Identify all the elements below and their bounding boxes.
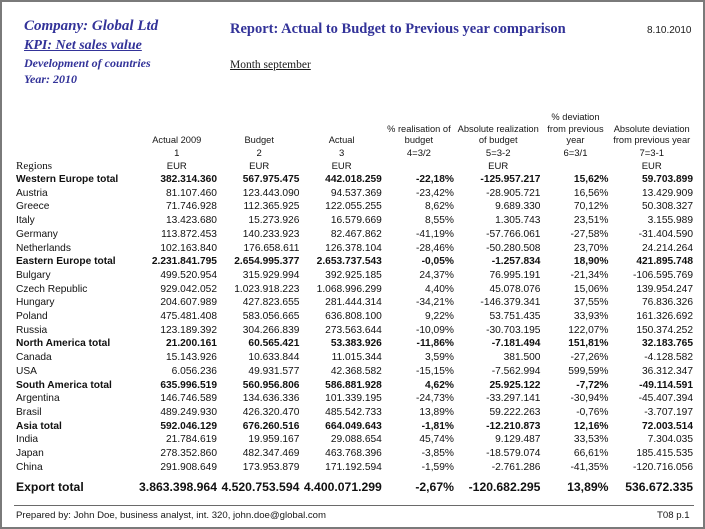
row-value-cell: 427.823.655: [242, 297, 300, 309]
table-row: [14, 200, 694, 214]
row-value-cell: -1,81%: [421, 420, 454, 432]
report-canvas: [2, 2, 703, 527]
row-value-cell: 101.339.195: [325, 393, 382, 405]
row-value-cell: 72.003.514: [642, 420, 693, 432]
table-row: [14, 379, 694, 393]
row-value-cell: 150.374.252: [636, 324, 693, 336]
row-value-cell: 45,74%: [419, 434, 454, 446]
row-value-cell: 4.520.753.594: [221, 480, 300, 495]
row-value-cell: -41,19%: [415, 228, 454, 240]
row-value-cell: -4.128.582: [644, 352, 693, 364]
header-cell-regions: Regions: [16, 160, 53, 172]
row-value-cell: -120.716.056: [632, 461, 693, 473]
row-value-cell: 126.378.104: [325, 242, 382, 254]
table-row: [14, 351, 694, 365]
row-value-cell: 592.046.129: [160, 420, 217, 432]
row-region-label: China: [16, 461, 43, 473]
row-value-cell: -23,42%: [415, 187, 454, 199]
row-value-cell: 123.443.090: [242, 187, 300, 199]
row-value-cell: 8,55%: [425, 215, 454, 227]
row-value-cell: 10.633.844: [248, 352, 300, 364]
row-value-cell: 463.768.396: [325, 448, 382, 460]
header-cell-title-4: Absolute realization of budget: [457, 123, 539, 146]
row-value-cell: 9,22%: [425, 311, 454, 323]
row-value-cell: 13,89%: [567, 480, 609, 495]
table-row: [14, 337, 694, 351]
table-row: [14, 420, 694, 434]
header-cell-unit-3: [383, 160, 455, 173]
header-cell-unit-5: [541, 160, 609, 173]
row-value-cell: 76.836.326: [642, 297, 693, 309]
row-value-cell: 315.929.994: [242, 269, 300, 281]
row-value-cell: -0,76%: [576, 406, 609, 418]
row-region-label: Bulgary: [16, 269, 51, 281]
row-value-cell: 281.444.314: [325, 297, 382, 309]
header-row-titles: [14, 98, 694, 147]
row-value-cell: -50.280.508: [486, 242, 541, 254]
row-value-cell: 382.314.360: [160, 174, 217, 185]
row-value-cell: 33,53%: [573, 434, 609, 446]
row-value-cell: 176.658.611: [243, 242, 300, 254]
company-name: Company: Global Ltd: [24, 18, 159, 34]
row-value-cell: 134.636.336: [242, 393, 300, 405]
row-value-cell: 278.352.860: [160, 448, 217, 460]
header-cell-unit-6: EUR: [641, 161, 662, 172]
header-cell-num-5: 6=3/1: [563, 148, 588, 159]
header-cell-title-3: % realisation of budget: [387, 123, 451, 146]
header-cell-unit-2: EUR: [331, 161, 352, 172]
row-value-cell: 7.304.035: [647, 434, 693, 446]
row-value-cell: 421.895.748: [636, 256, 693, 268]
row-value-cell: 475.481.408: [160, 311, 217, 323]
header-cell-blank-2: [14, 147, 136, 160]
row-value-cell: 146.746.589: [160, 393, 217, 405]
row-value-cell: 4.400.071.299: [303, 480, 382, 495]
row-value-cell: 392.925.185: [325, 269, 382, 281]
row-region-label: Export total: [16, 480, 84, 495]
row-region-label: Canada: [16, 352, 52, 364]
header-cell-title-5: % deviation from previous year: [547, 112, 604, 146]
table-row: [14, 228, 694, 242]
header-row-units: [14, 160, 694, 173]
row-value-cell: 21.784.619: [165, 434, 217, 446]
row-value-cell: 76.995.191: [489, 269, 541, 281]
header-cell-unit-1: EUR: [249, 161, 270, 172]
row-value-cell: 13.429.909: [642, 187, 693, 199]
row-value-cell: 16.579.669: [330, 215, 382, 227]
row-value-cell: 42.368.582: [330, 365, 382, 377]
row-value-cell: -18.579.074: [486, 448, 541, 460]
row-value-cell: 1.023.918.223: [234, 283, 300, 295]
table-body: [14, 173, 694, 497]
row-value-cell: -3,85%: [421, 448, 454, 460]
row-value-cell: -146.379.341: [480, 297, 541, 309]
table-row: [14, 296, 694, 310]
row-value-cell: -1.257.834: [491, 256, 541, 268]
row-value-cell: 33,93%: [573, 311, 609, 323]
row-region-label: Austria: [16, 187, 48, 199]
row-value-cell: 23,70%: [573, 242, 609, 254]
row-value-cell: 291.908.649: [160, 461, 217, 473]
row-value-cell: 173.953.879: [242, 461, 300, 473]
row-region-label: India: [16, 434, 39, 446]
row-region-label: Italy: [16, 215, 35, 227]
row-value-cell: 122.055.255: [325, 201, 382, 213]
row-value-cell: 112.365.925: [243, 201, 300, 213]
row-value-cell: -2.761.286: [491, 461, 541, 473]
row-value-cell: 13.423.680: [165, 215, 217, 227]
row-value-cell: 12,16%: [573, 420, 609, 432]
row-value-cell: -28.905.721: [486, 187, 541, 199]
row-value-cell: 122,07%: [568, 324, 609, 336]
row-value-cell: 49.931.577: [248, 365, 300, 377]
table-row: [14, 173, 694, 187]
row-value-cell: 8,62%: [425, 201, 454, 213]
table-row: [14, 283, 694, 297]
row-region-label: Asia total: [16, 420, 62, 432]
row-value-cell: 185.415.535: [636, 448, 693, 460]
row-value-cell: 583.056.665: [242, 311, 300, 323]
table-row: [14, 214, 694, 228]
row-value-cell: -125.957.217: [480, 174, 541, 185]
row-value-cell: 442.018.259: [325, 174, 382, 185]
row-value-cell: 499.520.954: [160, 269, 217, 281]
report-title: Report: Actual to Budget to Previous year comparison: [230, 21, 566, 37]
table-row: [14, 433, 694, 447]
table-row: [14, 187, 694, 201]
row-value-cell: 635.996.519: [160, 379, 217, 391]
row-value-cell: -49.114.591: [639, 379, 693, 391]
row-value-cell: 45.078.076: [489, 283, 541, 295]
row-value-cell: -0,05%: [421, 256, 454, 268]
row-value-cell: 9.689.330: [495, 201, 541, 213]
row-value-cell: 151,81%: [568, 338, 609, 350]
row-value-cell: 485.542.733: [325, 406, 382, 418]
row-value-cell: -34,21%: [415, 297, 454, 309]
row-value-cell: -33.297.141: [486, 393, 541, 405]
row-value-cell: 9.129.487: [495, 434, 541, 446]
header-cell-title-0: Actual 2009: [152, 135, 202, 146]
row-value-cell: -11,86%: [416, 338, 454, 350]
row-value-cell: 676.260.516: [242, 420, 300, 432]
row-value-cell: 664.049.643: [325, 420, 382, 432]
row-value-cell: -3.707.197: [644, 406, 693, 418]
row-value-cell: -12.210.873: [486, 420, 541, 432]
row-value-cell: -7.562.994: [491, 365, 541, 377]
row-value-cell: 171.192.594: [325, 461, 382, 473]
row-value-cell: -30.703.195: [486, 324, 541, 336]
row-region-label: Czech Republic: [16, 283, 88, 295]
row-value-cell: 15.143.926: [165, 352, 217, 364]
row-value-cell: 139.954.247: [636, 283, 693, 295]
row-value-cell: -2,67%: [415, 480, 454, 495]
table-row: [14, 255, 694, 269]
header-cell-unit-0: EUR: [166, 161, 187, 172]
table-row: [14, 474, 694, 497]
row-region-label: Japan: [16, 448, 44, 460]
row-value-cell: 24.214.264: [642, 242, 693, 254]
row-value-cell: 18,90%: [573, 256, 609, 268]
table-row: [14, 461, 694, 475]
year-label: Year: 2010: [24, 72, 77, 86]
row-value-cell: 71.746.928: [165, 201, 217, 213]
row-value-cell: 81.107.460: [165, 187, 217, 199]
row-value-cell: 59.703.899: [642, 174, 693, 185]
row-value-cell: 426.320.470: [242, 406, 300, 418]
row-value-cell: 2.654.995.377: [234, 256, 300, 268]
row-value-cell: 4,40%: [425, 283, 454, 295]
row-value-cell: 37,55%: [573, 297, 609, 309]
row-value-cell: -41,35%: [570, 461, 609, 473]
row-value-cell: -1,59%: [421, 461, 454, 473]
header-cell-num-1: 2: [256, 148, 262, 159]
row-value-cell: 50.308.327: [642, 201, 693, 213]
row-region-label: North America total: [16, 338, 111, 350]
row-value-cell: -27,58%: [570, 228, 609, 240]
row-value-cell: 53.751.435: [489, 311, 541, 323]
report-date: 8.10.2010: [647, 25, 692, 36]
row-value-cell: 53.383.926: [330, 338, 382, 350]
table-head: [14, 98, 694, 173]
row-value-cell: -57.766.061: [486, 228, 541, 240]
page-reference: T08 p.1: [657, 510, 690, 521]
header-cell-num-4: 5=3-2: [485, 148, 511, 159]
row-value-cell: -120.682.295: [468, 480, 541, 495]
header-cell-num-3: 4=3/2: [406, 148, 431, 159]
row-value-cell: 13,89%: [419, 406, 454, 418]
row-value-cell: 24,37%: [419, 269, 454, 281]
row-value-cell: -45.407.394: [638, 393, 693, 405]
row-value-cell: 161.326.692: [636, 311, 693, 323]
row-value-cell: 21.200.161: [165, 338, 217, 350]
header-cell-blank: [14, 98, 136, 147]
row-value-cell: -15,15%: [415, 365, 454, 377]
row-value-cell: 3.863.398.964: [139, 480, 217, 495]
row-value-cell: 113.872.453: [161, 228, 217, 240]
row-value-cell: -10,09%: [415, 324, 454, 336]
row-value-cell: 123.189.392: [160, 324, 217, 336]
row-value-cell: 204.607.989: [160, 297, 217, 309]
row-value-cell: 70,12%: [573, 201, 609, 213]
row-region-label: Russia: [16, 324, 48, 336]
table-row: [14, 365, 694, 379]
row-value-cell: -22,18%: [415, 174, 454, 185]
row-value-cell: 567.975.475: [242, 174, 300, 185]
header-cell-title-2: Actual: [328, 135, 355, 146]
row-value-cell: -21,34%: [570, 269, 609, 281]
row-region-label: Western Europe total: [16, 174, 119, 185]
header-cell-title-1: Budget: [244, 135, 274, 146]
row-value-cell: -106.595.769: [632, 269, 693, 281]
row-value-cell: 482.347.469: [242, 448, 300, 460]
row-value-cell: 102.163.840: [160, 242, 217, 254]
row-region-label: Netherlands: [16, 242, 71, 254]
row-value-cell: 59.222.263: [489, 406, 541, 418]
row-value-cell: 66,61%: [573, 448, 609, 460]
row-region-label: Greece: [16, 201, 50, 213]
row-value-cell: -7.181.494: [491, 338, 541, 350]
row-value-cell: 6.056.236: [171, 365, 217, 377]
row-region-label: South America total: [16, 379, 112, 391]
row-value-cell: -30,94%: [570, 393, 609, 405]
row-value-cell: 15,62%: [573, 174, 609, 185]
table-row: [14, 269, 694, 283]
row-value-cell: -27,26%: [570, 352, 609, 364]
header-cell-title-6: Absolute deviation from previous year: [613, 123, 691, 146]
header-cell-unit-4: EUR: [488, 161, 509, 172]
row-value-cell: 32.183.765: [642, 338, 693, 350]
report-header-left: [24, 17, 158, 87]
row-value-cell: 3.155.989: [647, 215, 693, 227]
table-row: [14, 392, 694, 406]
row-value-cell: 4,62%: [425, 379, 454, 391]
table-row: [14, 324, 694, 338]
kpi-label: KPI: Net sales value: [24, 38, 142, 53]
row-value-cell: 25.925.122: [489, 379, 541, 391]
row-value-cell: -7,72%: [576, 379, 609, 391]
row-value-cell: 60.565.421: [248, 338, 300, 350]
row-value-cell: -24,73%: [415, 393, 454, 405]
month-label: Month september: [230, 59, 311, 71]
row-value-cell: 304.266.839: [242, 324, 300, 336]
development-label: Development of countries: [24, 56, 151, 70]
table-row: [14, 242, 694, 256]
row-region-label: Hungary: [16, 297, 55, 309]
row-value-cell: 273.563.644: [325, 324, 382, 336]
row-value-cell: 15.273.926: [248, 215, 300, 227]
row-value-cell: 19.959.167: [248, 434, 300, 446]
row-value-cell: 16,56%: [573, 187, 609, 199]
row-value-cell: 23,51%: [573, 215, 609, 227]
table-row: [14, 310, 694, 324]
row-value-cell: 1.305.743: [495, 215, 541, 227]
row-value-cell: 929.042.052: [160, 283, 217, 295]
row-value-cell: 3,59%: [425, 352, 454, 364]
row-value-cell: 1.068.996.299: [316, 283, 382, 295]
header-cell-num-2: 3: [338, 148, 345, 159]
row-value-cell: 36.312.347: [642, 365, 693, 377]
row-value-cell: -28,46%: [415, 242, 454, 254]
row-value-cell: 82.467.862: [330, 228, 382, 240]
row-region-label: Eastern Europe total: [16, 256, 116, 268]
comparison-table: [14, 98, 694, 497]
row-region-label: USA: [16, 365, 37, 377]
row-value-cell: 599,59%: [568, 365, 609, 377]
row-value-cell: 2.653.737.543: [316, 256, 382, 268]
row-value-cell: 2.231.841.795: [151, 256, 217, 268]
prepared-by-text: Prepared by: John Doe, business analyst, int. 320, john.doe@global.com: [16, 510, 326, 521]
row-value-cell: 489.249.930: [160, 406, 217, 418]
footer-divider: [14, 505, 694, 506]
row-value-cell: 636.808.100: [325, 311, 382, 323]
row-value-cell: 94.537.369: [330, 187, 382, 199]
row-value-cell: 536.672.335: [625, 480, 693, 495]
row-value-cell: 29.088.654: [330, 434, 382, 446]
row-region-label: Poland: [16, 311, 48, 323]
row-value-cell: 140.233.923: [242, 228, 300, 240]
row-region-label: Germany: [16, 228, 58, 240]
row-value-cell: 15,06%: [573, 283, 609, 295]
row-value-cell: -31.404.590: [638, 228, 693, 240]
table-row: [14, 447, 694, 461]
row-value-cell: 11.015.344: [331, 352, 382, 364]
row-region-label: Brasil: [16, 406, 42, 418]
row-region-label: Argentina: [16, 393, 60, 405]
header-row-numbers: [14, 147, 694, 160]
table-row: [14, 406, 694, 420]
row-value-cell: 560.956.806: [242, 379, 300, 391]
header-cell-num-0: 1: [174, 148, 180, 159]
row-value-cell: 381.500: [503, 352, 541, 364]
row-value-cell: 586.881.928: [325, 379, 382, 391]
header-cell-num-6: 7=3-1: [639, 148, 665, 159]
